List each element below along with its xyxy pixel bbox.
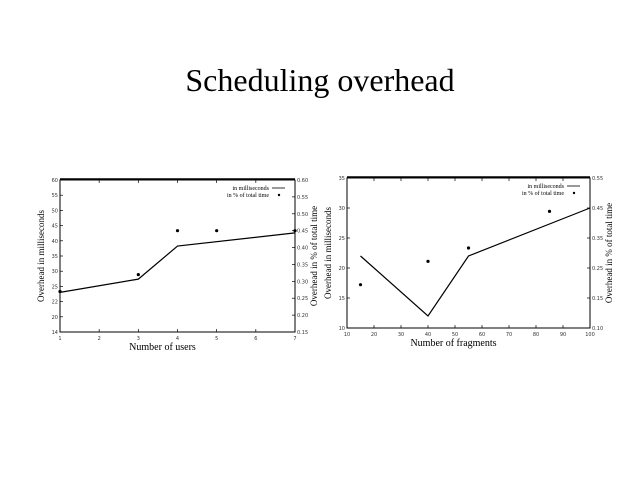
y-tick-label: 40 (51, 238, 58, 245)
y-axis-label: Overhead in milliseconds (323, 207, 333, 299)
legend-entry: in % of total time (522, 191, 564, 197)
x-tick-label: 70 (505, 332, 513, 338)
y-tick-label: 10 (338, 326, 345, 332)
series-point-percent (426, 260, 429, 263)
plot-frame (60, 180, 295, 332)
series-point-percent (359, 283, 362, 286)
chart-fragments (320, 168, 620, 348)
y2-tick-label: 0.35 (297, 262, 309, 269)
y2-tick-label: 0.25 (297, 296, 309, 303)
legend-entry: in % of total time (227, 193, 269, 199)
x-axis-label: Number of fragments (410, 338, 497, 349)
y2-tick-label: 0.20 (297, 313, 309, 320)
series-line-milliseconds (60, 233, 295, 292)
y-tick-label: 60 (51, 178, 58, 184)
y-axis-label: Overhead in milliseconds (36, 210, 46, 302)
series-point-percent (467, 246, 470, 249)
y2-tick-label: 0.50 (297, 211, 309, 218)
series-point-percent (176, 229, 179, 232)
y2-tick-label: 0.45 (592, 206, 604, 212)
x-tick-label: 2 (97, 336, 101, 342)
y-tick-label: 35 (51, 254, 58, 260)
series-point-percent (293, 229, 296, 232)
y-tick-label: 30 (51, 269, 58, 276)
x-axis-label: Number of users (129, 342, 196, 353)
x-tick-label: 7 (293, 336, 297, 342)
y-tick-label: 20 (338, 266, 345, 272)
chart-users (20, 170, 319, 353)
legend-point-sample (573, 192, 575, 194)
y-tick-label: 14 (51, 330, 58, 336)
x-tick-label: 100 (585, 332, 595, 338)
y2-tick-label: 0.35 (592, 236, 604, 242)
x-tick-label: 50 (451, 332, 459, 338)
y2-tick-label: 0.45 (297, 228, 309, 235)
y-tick-label: 20 (51, 314, 58, 321)
x-tick-label: 20 (370, 332, 378, 338)
y2-tick-label: 0.10 (592, 326, 604, 332)
y-tick-label: 55 (51, 193, 58, 200)
y2-tick-label: 0.15 (297, 330, 309, 336)
x-tick-label: 80 (532, 332, 540, 338)
series-point-percent (137, 273, 140, 276)
series-line-milliseconds (361, 208, 591, 316)
x-tick-label: 40 (424, 332, 432, 338)
y-tick-label: 45 (51, 223, 58, 230)
series-point-percent (58, 290, 61, 293)
y2-tick-label: 0.55 (297, 194, 309, 201)
series-point-percent (215, 229, 218, 232)
y-tick-label: 25 (338, 236, 345, 242)
x-tick-label: 30 (397, 332, 405, 338)
y-tick-label: 30 (338, 206, 345, 212)
x-tick-label: 3 (136, 336, 140, 342)
y2-tick-label: 0.25 (592, 266, 604, 272)
y2-tick-label: 0.55 (592, 176, 604, 182)
x-tick-label: 6 (254, 336, 258, 342)
y2-tick-label: 0.40 (297, 245, 309, 252)
x-tick-label: 1 (58, 336, 62, 342)
series-point-percent (548, 210, 551, 213)
legend-point-sample (278, 194, 280, 196)
y2-axis-label: Overhead in % of total time (309, 205, 319, 307)
y-tick-label: 50 (51, 208, 58, 215)
y-tick-label: 15 (338, 296, 345, 302)
y-tick-label: 35 (338, 176, 345, 182)
x-tick-label: 60 (478, 332, 486, 338)
y2-tick-label: 0.60 (297, 178, 309, 184)
y-tick-label: 25 (51, 284, 58, 291)
x-tick-label: 90 (559, 332, 567, 338)
y2-axis-label: Overhead in % of total time (604, 202, 614, 304)
x-tick-label: 10 (343, 332, 351, 338)
page-title: Scheduling overhead (185, 62, 455, 98)
x-tick-label: 5 (215, 336, 219, 342)
legend-entry: in milliseconds (232, 186, 269, 192)
y2-tick-label: 0.15 (592, 296, 604, 302)
y2-tick-label: 0.30 (297, 279, 309, 286)
plot-frame (347, 178, 590, 328)
legend-entry: in milliseconds (527, 184, 564, 190)
y-tick-label: 22 (51, 299, 58, 306)
x-tick-label: 4 (175, 336, 180, 342)
